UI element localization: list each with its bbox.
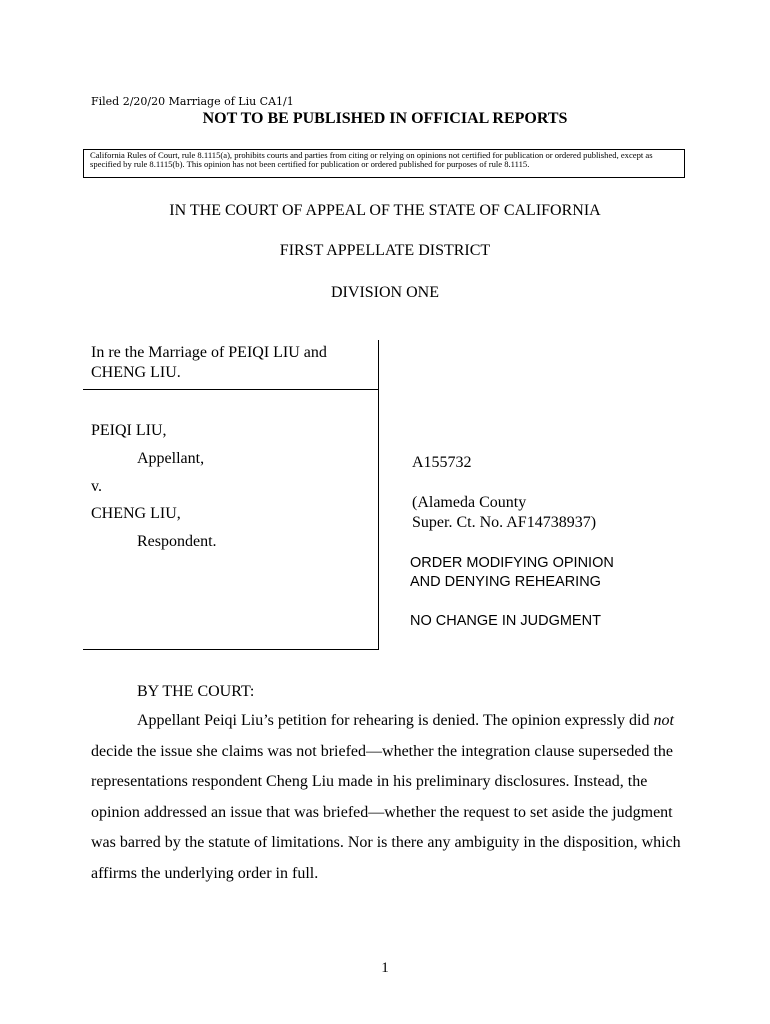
versus: v.	[91, 478, 102, 495]
appellant-role: Appellant,	[137, 450, 205, 467]
county-line-1: (Alameda County	[412, 494, 527, 511]
order-body	[91, 706, 681, 889]
case-caption-box	[83, 340, 379, 650]
paragraph-emphasis: not	[653, 712, 674, 729]
appellant-name: PEIQI LIU,	[91, 422, 167, 439]
case-number: A155732	[412, 454, 472, 471]
court-name: IN THE COURT OF APPEAL OF THE STATE OF CALIFORNIA	[169, 202, 601, 219]
in-re-line-1: In re the Marriage of PEIQI LIU and	[91, 344, 327, 361]
in-re-line-2: CHENG LIU.	[91, 364, 181, 381]
order-title-line-1: ORDER MODIFYING OPINION	[410, 555, 614, 571]
judgment-note: NO CHANGE IN JUDGMENT	[410, 613, 601, 629]
respondent-role: Respondent.	[137, 533, 217, 550]
rule-notice-box: California Rules of Court, rule 8.1115(a), prohibits courts and parties from citing or relying on opinions not certified for publication or ordered published, except as specified by rule 8.1115(b). This opinion has not been certified for publication or ordered published for purposes of rule 8.1115.	[83, 149, 685, 178]
county-line-2: Super. Ct. No. AF14738937)	[412, 514, 597, 531]
filed-line: Filed 2/20/20 Marriage of Liu CA1/1	[91, 95, 294, 108]
respondent-name: CHENG LIU,	[91, 505, 181, 522]
paragraph-text-part-1: Appellant Peiqi Liu’s petition for rehearing is denied. The opinion expressly did	[137, 712, 654, 729]
page-number: 1	[381, 960, 389, 976]
caption-divider	[83, 389, 379, 390]
not-published-heading: NOT TO BE PUBLISHED IN OFFICIAL REPORTS	[202, 110, 568, 127]
order-paragraph	[91, 706, 681, 889]
division-name: DIVISION ONE	[331, 284, 439, 301]
by-the-court: BY THE COURT:	[137, 683, 255, 700]
order-title-line-2: AND DENYING REHEARING	[410, 574, 601, 590]
district-name: FIRST APPELLATE DISTRICT	[279, 242, 491, 259]
paragraph-text-part-2: decide the issue she claims was not briefed—whether the integration clause superseded the representations respondent Cheng Liu made in his preliminary disclosures. Instead, the opinion addressed an issue that was briefed—whether the request to set aside the judgment was barred by the statute of limitations. Nor is there any ambiguity in the disposition, which affirms the underlying order in full.	[91, 742, 681, 882]
